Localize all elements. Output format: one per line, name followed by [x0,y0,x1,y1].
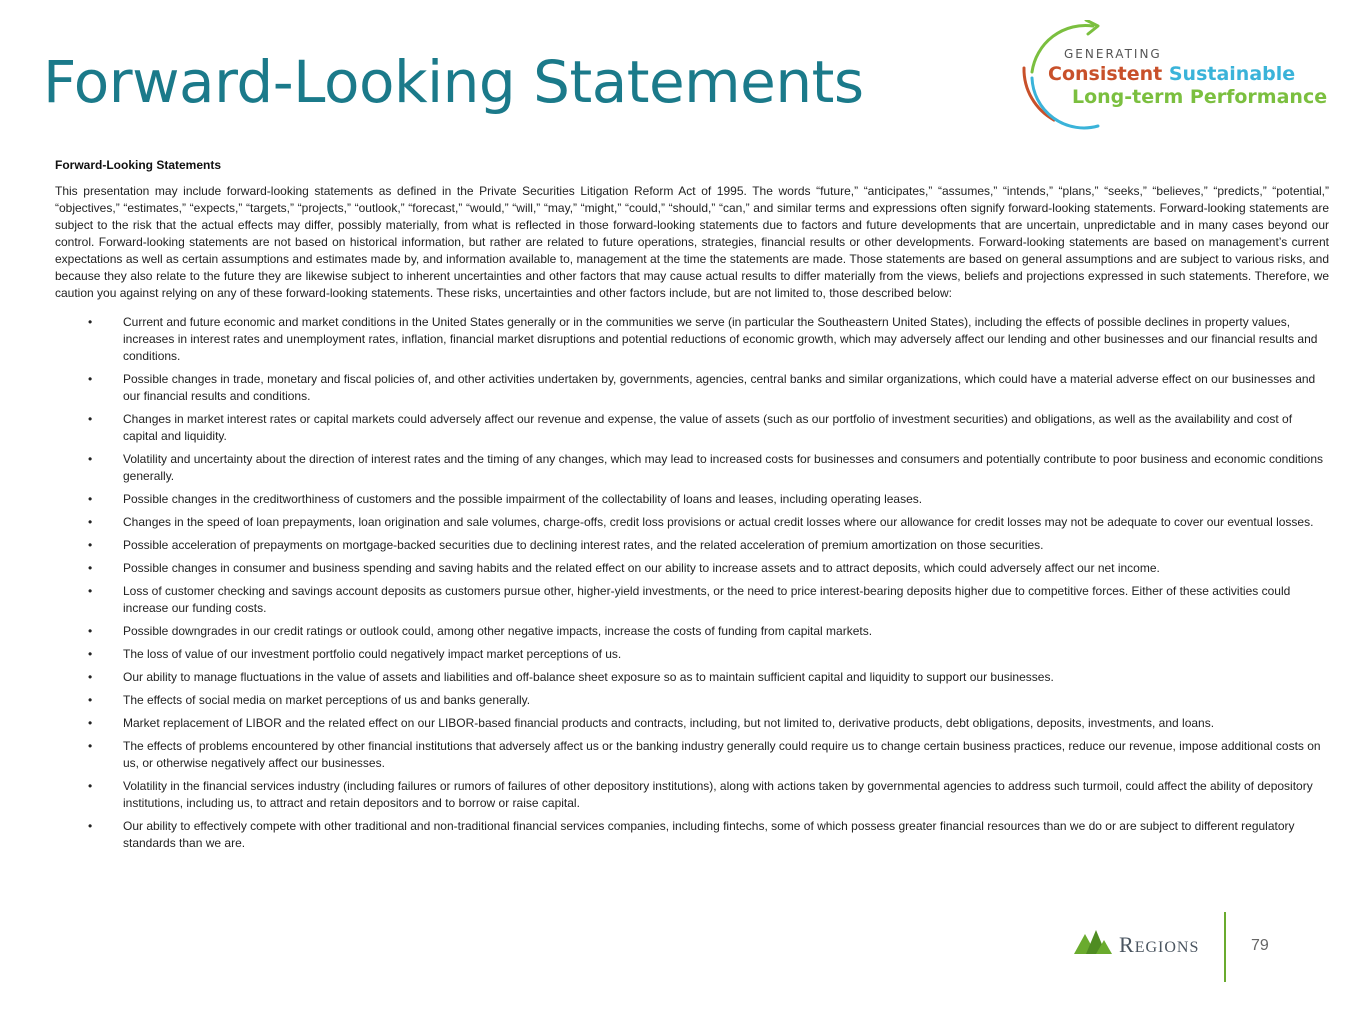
bullet-marker: • [88,584,93,598]
risk-factor-item [55,778,1329,812]
risk-factor-item [55,560,1329,577]
page-title: Forward-Looking Statements [43,48,864,116]
section-heading: Forward-Looking Statements [55,158,222,172]
regions-wordmark-initial: R [1119,932,1135,957]
risk-factor-text: Possible acceleration of prepayments on mortgage-backed securities due to declining interest rates, and the related acceleration of premium amortization on those securities. [123,538,1044,552]
pyramid-icon [1074,928,1114,956]
tagline-longterm: Long-term Performance [1072,86,1328,108]
risk-factor-text: Possible changes in consumer and business spending and saving habits and the related effect on our ability to increase assets and to attract deposits, which could adversely affect our net income. [123,561,1160,575]
risk-factor-text: Volatility and uncertainty about the direction of interest rates and the timing of any changes, which may lead to increased costs for businesses and consumers and potentially contribute to poor business and economic conditions generally. [123,452,1324,483]
bullet-marker: • [88,716,93,730]
risk-factor-item [55,669,1329,686]
risk-factor-item [55,514,1329,531]
risk-factor-text: Market replacement of LIBOR and the related effect on our LIBOR-based financial products and contracts, including, but not limited to, derivative products, debt obligations, deposits, investments, and loans. [123,716,1215,730]
risk-factor-text: Our ability to manage fluctuations in the value of assets and liabilities and off-balance sheet exposure so as to maintain sufficient capital and liquidity to support our businesses. [123,670,1054,684]
risk-factor-text: Our ability to effectively compete with other traditional and non-traditional financial services companies, including fintechs, some of which possess greater financial resources than we do or are subject to different regulatory standards than we are. [123,819,1295,850]
risk-factor-text: The effects of problems encountered by other financial institutions that adversely affect us or the banking industry generally could require us to change certain business practices, reduce our revenue, impose additional costs on us, or otherwise negatively affect our businesses. [123,739,1321,770]
bullet-marker: • [88,561,93,575]
regions-logo [1074,928,1224,958]
tagline-generating: GENERATING [1064,47,1162,61]
disclaimer-content [55,157,1329,858]
bullet-marker: • [88,739,93,753]
risk-factor-text: Possible downgrades in our credit ratings or outlook could, among other negative impacts, increase the costs of funding from capital markets. [123,624,873,638]
bullet-marker: • [88,412,93,426]
bullet-marker: • [88,670,93,684]
risk-factor-item [55,738,1329,772]
risk-factor-item [55,314,1329,365]
risk-factor-text: Current and future economic and market conditions in the United States generally or in the communities we serve (in particular the Southeastern United States), including the effects of possible declines in property values, increases in interest rates and unemployment rates, inflation, financial market disruptions and potential reductions of economic growth, which may adversely affect our lending and other businesses and our financial results and conditions. [123,315,1318,363]
page-number: 79 [1251,937,1269,954]
risk-factor-item [55,411,1329,445]
risk-factor-item [55,692,1329,709]
bullet-marker: • [88,372,93,386]
regions-wordmark-rest: EGIONS [1134,939,1200,956]
risk-factor-item [55,537,1329,554]
bullet-marker: • [88,624,93,638]
risk-factor-item [55,623,1329,640]
risk-factor-item [55,451,1329,485]
risk-factor-list [55,314,1329,852]
risk-factor-text: Changes in market interest rates or capital markets could adversely affect our revenue and expense, the value of assets (such as our portfolio of investment securities) and obligations, as well as the availability and cost of capital and liquidity. [123,412,1293,443]
risk-factor-text: Volatility in the financial services industry (including failures or rumors of failures of other depository institutions), along with actions taken by governmental agencies to address such turmoil, could affect the ability of depository institutions, including us, to attract and retain depositors and to borrow or raise capital. [123,779,1313,810]
bullet-marker: • [88,779,93,793]
bullet-marker: • [88,647,93,661]
risk-factor-text: Changes in the speed of loan prepayments, loan origination and sale volumes, charge-offs, credit loss provisions or actual credit losses where our allowance for credit losses may not be adequate to cover our eventual losses. [123,515,1314,529]
bullet-marker: • [88,538,93,552]
risk-factor-text: The effects of social media on market perceptions of us and banks generally. [123,693,531,707]
risk-factor-item [55,715,1329,732]
bullet-marker: • [88,492,93,506]
intro-paragraph: This presentation may include forward-looking statements as defined in the Private Securities Litigation Reform Act of 1995. The words “future,” “anticipates,” “assumes,” “intends,” “plans,” “seeks,” “believes,” “predicts,” “potential,” “objectives,” “estimates,” “expects,” “targets,” “projects,” “outlook,” “forecast,” “would,” “will,” “may,” “might,” “could,” “should,” “can,” and similar terms and expressions often signify forward-looking statements. Forward-looking statements are subject to the risk that the actual effects may differ, possibly materially, from what is reflected in those forward-looking statements due to factors and future developments that are uncertain, unpredictable and in many cases beyond our control. Forward-looking statements are not based on historical information, but rather are related to future operations, strategies, financial results or other developments. Forward-looking statements are based on management’s current expectations as well as certain assumptions and estimates made by, and information available to, management at the time the statements are made. Those statements are based on general assumptions and are subject to various risks, and because they also relate to the future they are likewise subject to inherent uncertainties and other factors that may cause actual results to differ materially from the views, beliefs and projections expressed in such statements. Therefore, we caution you against relying on any of these forward-looking statements. These risks, uncertainties and other factors include, but are not limited to, those described below: [55,184,1329,300]
bullet-marker: • [88,315,93,329]
risk-factor-item [55,646,1329,663]
tagline-line-1 [1048,63,1295,85]
bullet-marker: • [88,515,93,529]
footer-divider [1224,912,1226,982]
bullet-marker: • [88,452,93,466]
bullet-marker: • [88,819,93,833]
tagline-sustainable: Sustainable [1168,63,1296,85]
risk-factor-item [55,583,1329,617]
bullet-marker: • [88,693,93,707]
risk-factor-text: The loss of value of our investment portfolio could negatively impact market perceptions of us. [123,647,622,661]
tagline-graphic [1018,20,1348,132]
risk-factor-text: Loss of customer checking and savings account deposits as customers pursue other, higher-yield investments, or the need to price interest-bearing deposits higher due to competitive forces. Either of these activities could increase our funding costs. [123,584,1291,615]
risk-factor-item [55,491,1329,508]
risk-factor-text: Possible changes in the creditworthiness of customers and the possible impairment of the collectability of loans and leases, including operating leases. [123,492,923,506]
regions-wordmark [1119,932,1199,958]
risk-factor-item [55,818,1329,852]
risk-factor-text: Possible changes in trade, monetary and fiscal policies of, and other activities undertaken by, governments, agencies, central banks and similar organizations, which could have a material adverse effect on our businesses and our financial results and conditions. [123,372,1316,403]
tagline-consistent: Consistent [1048,63,1163,85]
risk-factor-item [55,371,1329,405]
